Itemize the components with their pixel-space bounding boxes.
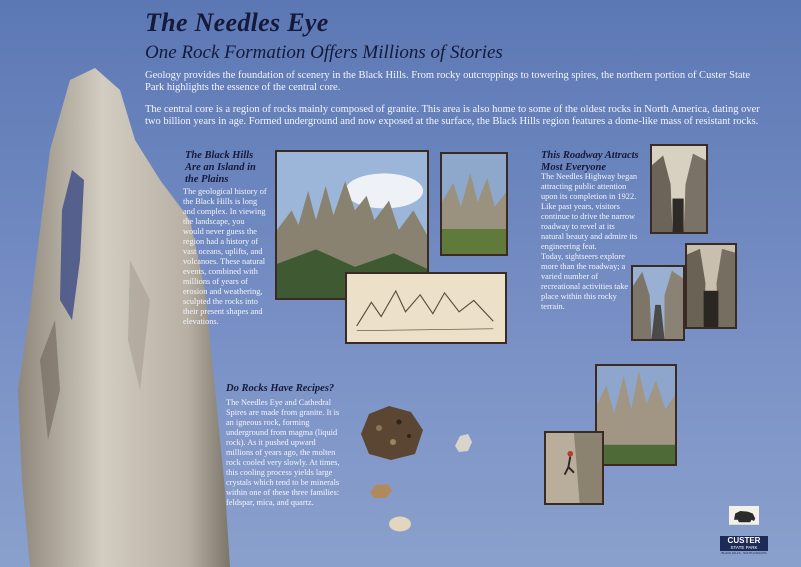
roadway-body-2: Today, sightseers explore more than the roadway; a varied number of recreational activities take place within this rocky terrain. (541, 252, 629, 311)
cathedral-spires-tall-photo (595, 364, 677, 466)
spires-meadow-photo (440, 152, 508, 256)
recipes-heading: Do Rocks Have Recipes? (226, 383, 335, 394)
page-title: The Needles Eye (145, 8, 329, 37)
roadway-body-1: The Needles Highway began attracting public attention upon its completion in 1922. Like past years, visitors continue to drive the narrow roadway to revel at its natural beauty and admire its engineering feat. (541, 172, 638, 251)
caption-block (655, 150, 725, 170)
page-subtitle: One Rock Formation Offers Millions of Stories (145, 42, 503, 63)
feldspar-sample-image (368, 482, 394, 500)
rock-climber-photo (544, 431, 604, 505)
custer-state-park-logo (720, 506, 768, 554)
spires-sketch-image (345, 272, 507, 344)
quartz-sample-image (452, 432, 474, 454)
roadway-heading: This Roadway Attracts Most Everyone (541, 150, 639, 173)
tunnel-photo (685, 243, 737, 329)
road-photo (631, 265, 685, 341)
intro-paragraph-2: The central core is a region of rocks mainly composed of granite. This area is also home to some of the oldest rocks in North America, dating over two billion years in age. Formed underground and now exposed at the surface, the Black Hills region features a dome-like mass of resistant rocks. (145, 104, 760, 127)
bison-icon (720, 506, 768, 536)
logo-tagline: BLACK HILLS · SOUTH DAKOTA (721, 551, 767, 555)
island-heading: The Black Hills Are an Island in the Plains (185, 150, 256, 185)
recipes-body: The Needles Eye and Cathedral Spires are made from granite. It is an igneous rock, forming underground from magma (liquid rock). As it pushed upward millions of years ago, the molten rock cooled very slowly. At times, this cooling process yields large crystals which tend to be minerals within one of these three families: feldspar, mica, and quartz. (226, 398, 340, 507)
logo-sub: STATE PARK (720, 545, 768, 551)
intro-paragraph-1: Geology provides the foundation of scenery in the Black Hills. From rocky outcroppings to towering spires, the northern portion of Custer State Park highlights the essence of the central core. (145, 70, 751, 93)
island-body: The geological history of the Black Hills is long and complex. In viewing the landscape, you would never guess the region had a history of vast oceans, uplifts, and volcanoes. These natural events, combined with millions of years of erosion and weathering, sculpted the rocks into their present shapes and elevations. (183, 187, 267, 326)
logo-name: CUSTER (720, 536, 768, 545)
granite-sample-image (355, 404, 425, 462)
mica-sample-image (388, 515, 412, 533)
